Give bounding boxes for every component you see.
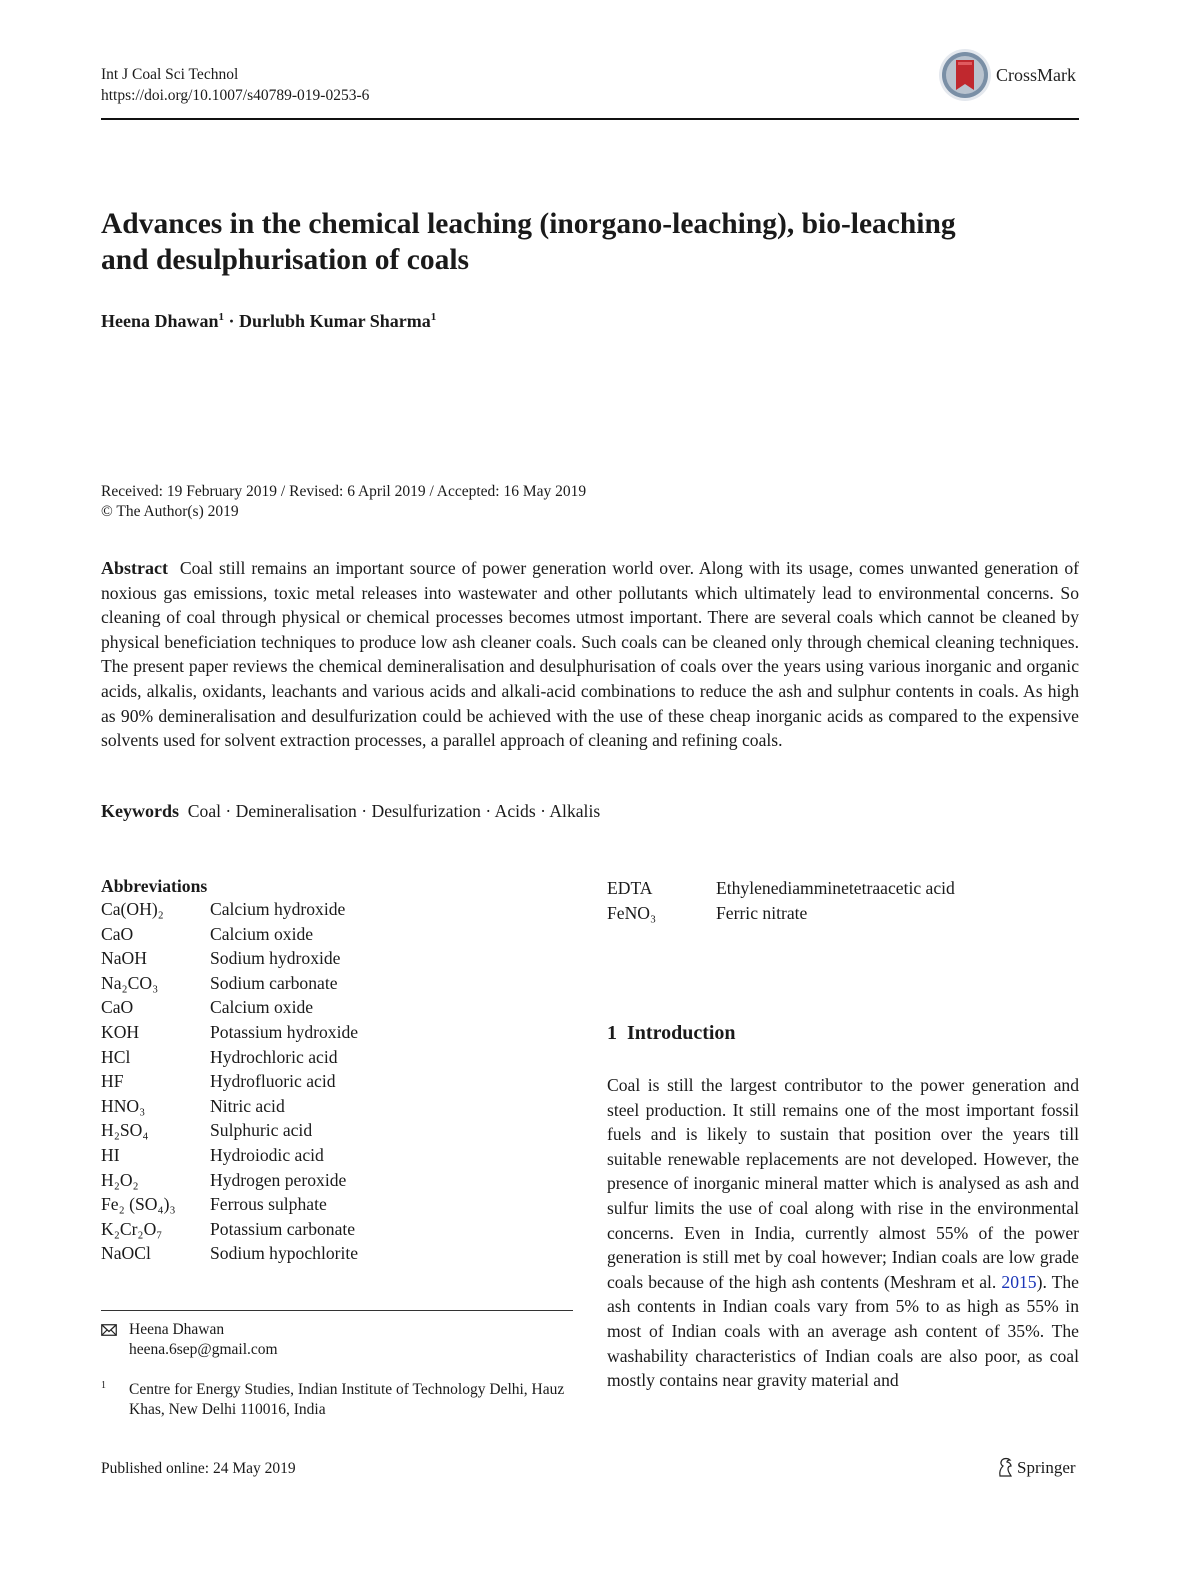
- abbreviations-list-right: [607, 876, 1077, 925]
- abbreviation-term: NaOCl: [101, 1243, 151, 1264]
- affiliation-text: Centre for Energy Studies, Indian Institute of Technology Delhi, Hauz Khas, New Delhi 110016, India: [129, 1381, 565, 1418]
- abbreviation-definition: Potassium carbonate: [210, 1218, 356, 1239]
- abbreviation-term: KOH: [101, 1021, 140, 1042]
- abbreviation-term: K₂Cr₂O₇: [101, 1218, 163, 1239]
- abbreviation-definition: Calcium hydroxide: [210, 899, 346, 919]
- article-dates: [101, 482, 586, 522]
- abbreviation-definition: Potassium hydroxide: [210, 1021, 359, 1042]
- keywords: [101, 801, 600, 822]
- citation-link[interactable]: 2015: [1001, 1271, 1037, 1292]
- author-affiliation-mark: 1: [430, 311, 437, 323]
- abbreviation-row: [607, 901, 1077, 926]
- abbreviation-term: NaOH: [101, 948, 147, 969]
- abbreviation-term: HNO₃: [101, 1095, 146, 1116]
- author-list: [101, 311, 436, 332]
- abbreviation-term: EDTA: [607, 878, 653, 898]
- keywords-text: Coal · Demineralisation · Desulfurization · Acids · Alkalis: [187, 801, 601, 821]
- crossmark-badge[interactable]: [938, 48, 1088, 104]
- correspondence-email[interactable]: heena.6sep@gmail.com: [129, 1341, 278, 1358]
- publisher-logo: [996, 1457, 1076, 1478]
- abbreviation-row: [101, 995, 561, 1020]
- abbreviation-definition: Ferric nitrate: [716, 902, 808, 923]
- abbreviation-row: [607, 876, 1077, 901]
- affiliation-number: 1: [101, 1380, 106, 1391]
- journal-name: Int J Coal Sci Technol: [101, 66, 239, 83]
- author-affiliation-mark: 1: [218, 311, 225, 323]
- copyright-line: © The Author(s) 2019: [101, 503, 239, 520]
- abstract: [101, 556, 1079, 753]
- crossmark-label: CrossMark: [996, 65, 1076, 85]
- abbreviations-heading: Abbreviations: [101, 876, 208, 896]
- introduction-text: [607, 1073, 1079, 1393]
- abbreviation-term: HI: [101, 1144, 120, 1165]
- abstract-text: Coal still remains an important source of power generation world over. Along with its usage, comes unwanted generation of noxious gas emissions, toxic metal releases into wastewater and other pollutants which ultimately lead to environmental concerns. So cleaning of coal through physical or chemical processes becomes utmost important. There are several coals which cannot be cleaned by physical beneficiation techniques to produce low ash cleaner coals. Such coals can be cleaned only through chemical cleaning techniques. The present paper reviews the chemical demineralisation and desulphurisation of coals over the years using various inorganic and organic acids, alkalis, oxidants, leachants and various acids and alkali-acid combinations to reduce the ash and sulphur contents in coals. As high as 90% demineralisation and desulfurization could be achieved with the use of these cheap inorganic acids as compared to the expensive solvents used for solvent extraction processes, a parallel approach of cleaning and refining coals.: [101, 558, 1080, 751]
- abbreviation-term: FeNO₃: [607, 902, 657, 923]
- abbreviation-row: [101, 946, 561, 971]
- abbreviation-row: [101, 1118, 561, 1143]
- abstract-label: Abstract: [101, 558, 168, 578]
- abbreviation-definition: Sodium hydroxide: [210, 948, 341, 969]
- author-name[interactable]: Durlubh Kumar Sharma: [239, 311, 431, 331]
- abbreviation-term: H₂O₂: [101, 1169, 139, 1190]
- abbreviation-row: [101, 1192, 561, 1217]
- journal-header: [101, 64, 369, 106]
- springer-horse-icon: [996, 1457, 1014, 1477]
- abbreviation-row: [101, 1241, 561, 1266]
- history-dates: Received: 19 February 2019 / Revised: 6 April 2019 / Accepted: 16 May 2019: [101, 483, 587, 500]
- abbreviation-row: [101, 971, 561, 996]
- correspondence-name: Heena Dhawan: [129, 1321, 225, 1338]
- abbreviation-term: HCl: [101, 1046, 131, 1067]
- abbreviation-definition: Hydrogen peroxide: [210, 1169, 347, 1190]
- abbreviation-definition: Nitric acid: [210, 1095, 285, 1116]
- author-separator: ·: [224, 311, 240, 331]
- abbreviation-definition: Calcium oxide: [210, 997, 314, 1018]
- abbreviation-row: [101, 1045, 561, 1070]
- paper-title: Advances in the chemical leaching (inorgano-leaching), bio-leaching and desulphurisation of coals: [101, 208, 956, 276]
- footnote-rule: [101, 1310, 573, 1311]
- abbreviation-term: Ca(OH)₂: [101, 899, 164, 919]
- crossmark-icon: [938, 48, 992, 102]
- abbreviation-definition: Calcium oxide: [210, 923, 314, 944]
- abbreviation-row: [101, 1020, 561, 1045]
- abbreviations-list-left: [101, 876, 561, 1266]
- doi-link[interactable]: https://doi.org/10.1007/s40789-019-0253-6: [101, 87, 370, 104]
- abbreviation-row: [101, 897, 561, 922]
- abbreviation-definition: Hydroiodic acid: [210, 1144, 324, 1165]
- abbreviation-term: Na₂CO₃: [101, 972, 159, 993]
- abbreviation-row: [101, 1143, 561, 1168]
- intro-text-part: Coal is still the largest contributor to the power generation and steel production. It still remains one of the most important fossil fuels and is likely to sustain that position over the years till suitable renewable replacements are not developed. However, the presence of inorganic mineral matter which is analysed as ash and sulfur limits the use of coal along with rise in the environmental concerns. Even in India, currently almost 55% of the power generation is still met by coal however; Indian coals are low grade coals because of the high ash contents (Meshram et al.: [607, 1075, 1079, 1292]
- abbreviation-definition: Sulphuric acid: [210, 1120, 313, 1141]
- abbreviation-definition: Hydrofluoric acid: [210, 1071, 336, 1092]
- author-name[interactable]: Heena Dhawan: [101, 311, 219, 331]
- abbreviation-definition: Sodium hypochlorite: [210, 1243, 359, 1264]
- section-heading-introduction: 1 Introduction: [607, 1022, 736, 1044]
- abbreviation-term: HF: [101, 1071, 124, 1092]
- publisher-name: Springer: [1017, 1458, 1076, 1477]
- abbreviation-row: [101, 922, 561, 947]
- abbreviation-row: [101, 1069, 561, 1094]
- published-online: Published online: 24 May 2019: [101, 1460, 296, 1477]
- abbreviation-term: CaO: [101, 997, 134, 1018]
- abbreviation-definition: Hydrochloric acid: [210, 1046, 338, 1067]
- abbreviation-term: H₂SO₄: [101, 1120, 149, 1141]
- abbreviation-definition: Sodium carbonate: [210, 972, 338, 993]
- abbreviation-term: Fe₂ (SO₄)₃: [101, 1194, 176, 1215]
- abbreviation-definition: Ethylenediamminetetraacetic acid: [716, 878, 955, 898]
- envelope-icon: [101, 1323, 117, 1337]
- abbreviation-row: [101, 1094, 561, 1119]
- abbreviation-definition: Ferrous sulphate: [210, 1194, 327, 1215]
- header-rule: [101, 118, 1079, 120]
- keywords-label: Keywords: [101, 801, 179, 821]
- abbreviation-term: CaO: [101, 923, 134, 944]
- abbreviation-row: [101, 1217, 561, 1242]
- intro-text-part: ). The ash contents in Indian coals vary from 5% to as high as 55% in most of Indian coals with an average ash content of 35%. The washability characteristics of Indian coals are also poor, as coal mostly contains near gravity material and: [607, 1271, 1079, 1391]
- abbreviation-row: [101, 1168, 561, 1193]
